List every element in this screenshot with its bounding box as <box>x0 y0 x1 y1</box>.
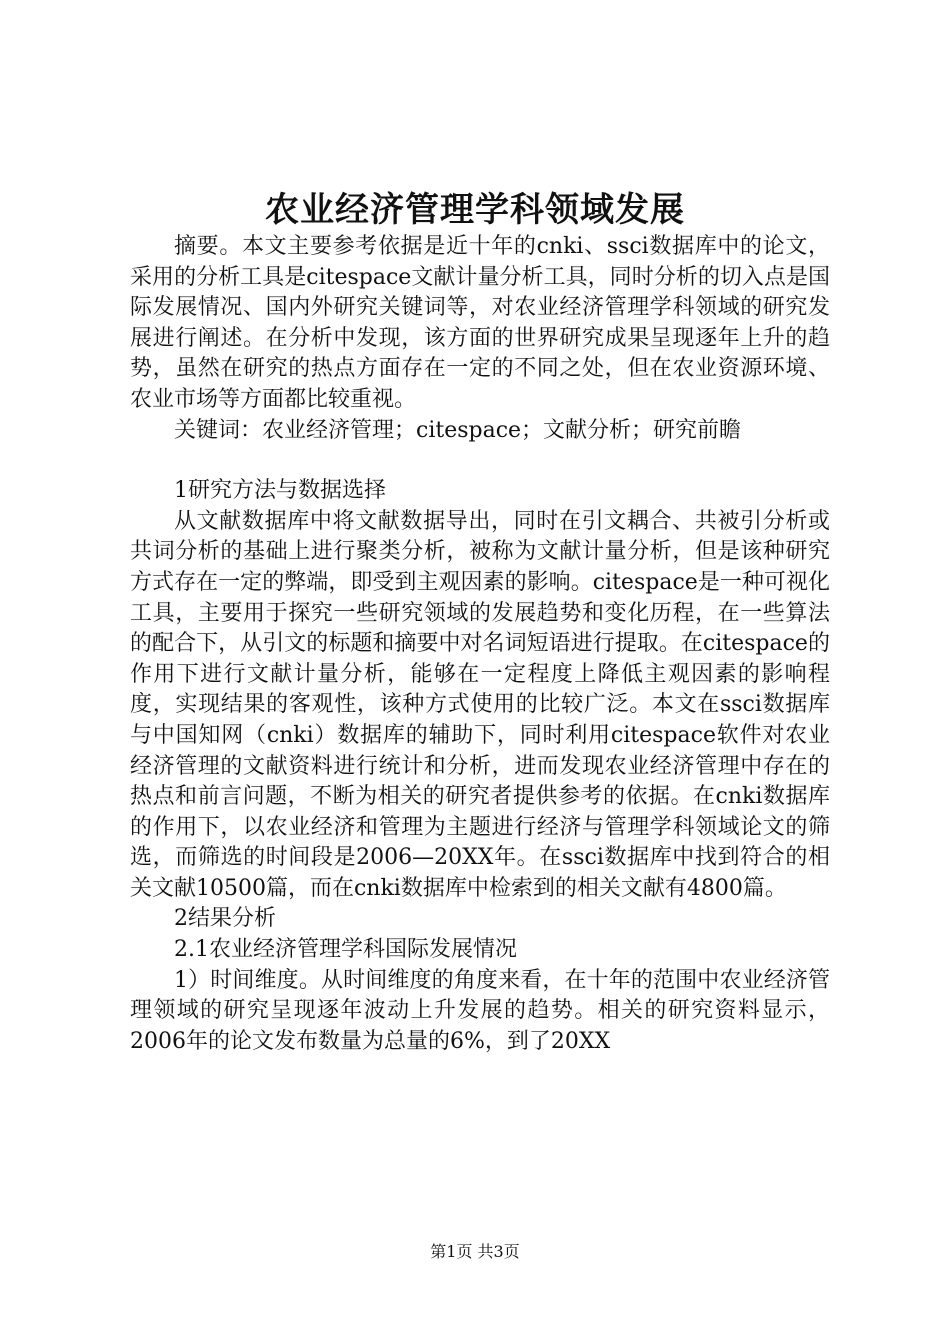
document-title: 农业经济管理学科领域发展 <box>265 190 685 230</box>
abstract-paragraph: 摘要。本文主要参考依据是近十年的cnki、ssci数据库中的论文，采用的分析工具是citespace文献计量分析工具，同时分析的切入点是国际发展情况、国内外研究关键词等，对农业经济管理学科领域的研究发展进行阐述。在分析中发现，该方面的世界研究成果呈现逐年上升的趋势，虽然在研究的热点方面存在一定的不同之处，但在农业资源环境、农业市场等方面都比较重视。 <box>130 234 830 412</box>
document-body <box>130 232 830 1057</box>
section-1-heading: 1研究方法与数据选择 <box>174 478 386 504</box>
section-2-1-paragraph: 1）时间维度。从时间维度的角度来看，在十年的范围中农业经济管理领域的研究呈现逐年波动上升发展的趋势。相关的研究资料显示，2006年的论文发布数量为总量的6%，到了20XX <box>130 967 830 1054</box>
section-2-1-heading: 2.1农业经济管理学科国际发展情况 <box>174 937 517 963</box>
keywords-line: 关键词：农业经济管理；citespace；文献分析；研究前瞻 <box>174 417 742 443</box>
section-1-paragraph: 从文献数据库中将文献数据导出，同时在引文耦合、共被引分析或共词分析的基础上进行聚类分析，被称为文献计量分析，但是该种研究方式存在一定的弊端，即受到主观因素的影响。citespace是一种可视化工具，主要用于探究一些研究领域的发展趋势和变化历程，在一些算法的配合下，从引文的标题和摘要中对名词短语进行提取。在citespace的作用下进行文献计量分析，能够在一定程度上降低主观因素的影响程度，实现结果的客观性，该种方式使用的比较广泛。本文在ssci数据库与中国知网（cnki）数据库的辅助下，同时利用citespace软件对农业经济管理的文献资料进行统计和分析，进而发现农业经济管理中存在的热点和前言问题，不断为相关的研究者提供参考的依据。在cnki数据库的作用下，以农业经济和管理为主题进行经济与管理学科领域论文的筛选，而筛选的时间段是2006—20XX年。在ssci数据库中找到符合的相关文献10500篇，而在cnki数据库中检索到的相关文献有4800篇。 <box>130 508 830 901</box>
section-2-heading: 2结果分析 <box>174 906 276 932</box>
paragraph-gap <box>130 446 830 476</box>
page-footer: 第1页 共3页 <box>430 1242 520 1261</box>
